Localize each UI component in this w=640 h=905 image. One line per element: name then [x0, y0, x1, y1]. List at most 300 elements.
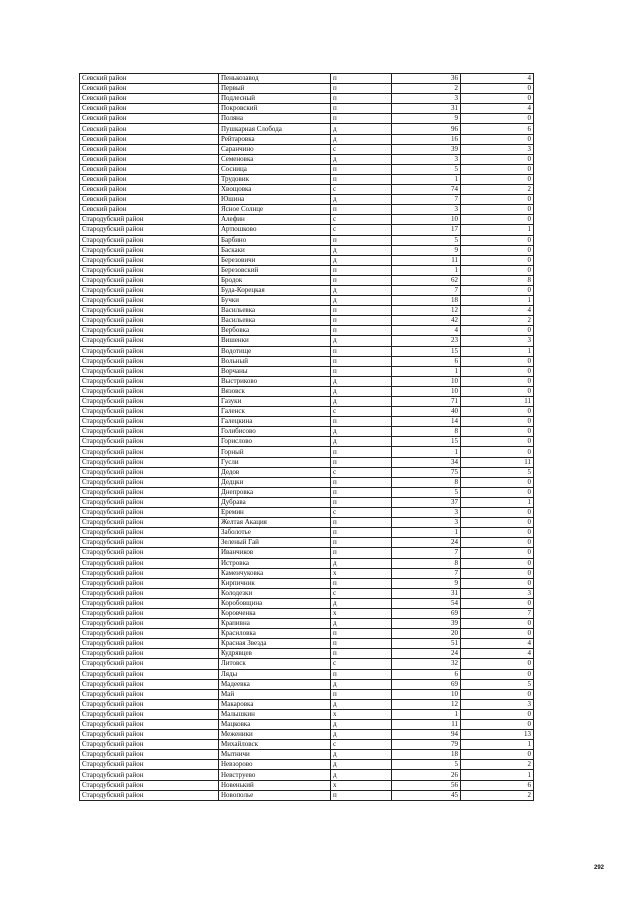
value-a-cell: 9 [392, 245, 461, 255]
type-cell: с [331, 740, 392, 750]
value-a-cell: 8 [392, 477, 461, 487]
table-row [80, 326, 534, 336]
settlement-cell: Галецкина [219, 417, 331, 427]
value-b-cell: 3 [461, 588, 534, 598]
value-a-cell: 11 [392, 255, 461, 265]
value-a-cell: 1 [392, 709, 461, 719]
district-cell: Стародубский район [80, 285, 219, 295]
settlement-cell: Невструево [219, 770, 331, 780]
table-row [80, 477, 534, 487]
table-row [80, 780, 534, 790]
value-b-cell: 0 [461, 508, 534, 518]
district-cell: Стародубский район [80, 750, 219, 760]
table-row [80, 84, 534, 94]
settlement-cell: Мацковка [219, 720, 331, 730]
value-a-cell: 15 [392, 437, 461, 447]
type-cell: п [331, 94, 392, 104]
type-cell: п [331, 164, 392, 174]
settlement-cell: Красная Звезда [219, 639, 331, 649]
value-a-cell: 51 [392, 639, 461, 649]
district-cell: Стародубский район [80, 699, 219, 709]
table-row [80, 669, 534, 679]
value-b-cell: 0 [461, 669, 534, 679]
district-cell: Севский район [80, 94, 219, 104]
value-a-cell: 26 [392, 770, 461, 780]
table-row [80, 649, 534, 659]
value-a-cell: 1 [392, 528, 461, 538]
district-cell: Севский район [80, 124, 219, 134]
table-row [80, 275, 534, 285]
district-cell: Стародубский район [80, 326, 219, 336]
table-row [80, 316, 534, 326]
settlement-cell: Вербовка [219, 326, 331, 336]
settlement-cell: Невзорово [219, 760, 331, 770]
type-cell: д [331, 437, 392, 447]
type-cell: п [331, 639, 392, 649]
settlement-cell: Подлесный [219, 94, 331, 104]
value-b-cell: 0 [461, 578, 534, 588]
value-a-cell: 17 [392, 225, 461, 235]
value-a-cell: 23 [392, 336, 461, 346]
table-row [80, 699, 534, 709]
district-cell: Стародубский район [80, 508, 219, 518]
value-b-cell: 1 [461, 770, 534, 780]
settlement-cell: Горислово [219, 437, 331, 447]
settlement-cell: Горный [219, 447, 331, 457]
district-cell: Стародубский район [80, 649, 219, 659]
district-cell: Стародубский район [80, 518, 219, 528]
district-cell: Стародубский район [80, 709, 219, 719]
settlement-cell: Покровский [219, 104, 331, 114]
value-a-cell: 56 [392, 780, 461, 790]
value-a-cell: 18 [392, 296, 461, 306]
value-a-cell: 37 [392, 497, 461, 507]
table-row [80, 598, 534, 608]
type-cell: п [331, 487, 392, 497]
table-row [80, 285, 534, 295]
value-a-cell: 71 [392, 397, 461, 407]
district-cell: Стародубский район [80, 376, 219, 386]
type-cell: д [331, 195, 392, 205]
table-row [80, 417, 534, 427]
settlement-cell: Заболотье [219, 528, 331, 538]
table-row [80, 679, 534, 689]
district-cell: Стародубский район [80, 386, 219, 396]
value-b-cell: 1 [461, 296, 534, 306]
value-b-cell: 0 [461, 407, 534, 417]
value-b-cell: 0 [461, 215, 534, 225]
district-cell: Стародубский район [80, 397, 219, 407]
district-cell: Стародубский район [80, 316, 219, 326]
value-a-cell: 40 [392, 407, 461, 417]
value-b-cell: 0 [461, 518, 534, 528]
value-b-cell: 0 [461, 558, 534, 568]
table-row [80, 528, 534, 538]
table-row [80, 265, 534, 275]
settlement-cell: Мытничи [219, 750, 331, 760]
district-cell: Стародубский район [80, 770, 219, 780]
district-cell: Стародубский район [80, 255, 219, 265]
settlement-cell: Литовск [219, 659, 331, 669]
value-b-cell: 0 [461, 568, 534, 578]
district-cell: Стародубский район [80, 215, 219, 225]
settlement-cell: Малышкин [219, 709, 331, 719]
table-row [80, 346, 534, 356]
settlement-cell: Хвощовка [219, 185, 331, 195]
type-cell: д [331, 245, 392, 255]
table-row [80, 689, 534, 699]
value-b-cell: 3 [461, 144, 534, 154]
type-cell: п [331, 265, 392, 275]
value-a-cell: 11 [392, 720, 461, 730]
settlement-cell: Новополье [219, 790, 331, 800]
settlement-cell: Макаровка [219, 699, 331, 709]
value-a-cell: 1 [392, 366, 461, 376]
settlement-cell: Вязовск [219, 386, 331, 396]
table-row [80, 104, 534, 114]
district-cell: Стародубский район [80, 366, 219, 376]
value-b-cell: 0 [461, 235, 534, 245]
table-row [80, 185, 534, 195]
value-b-cell: 0 [461, 255, 534, 265]
value-b-cell: 11 [461, 397, 534, 407]
value-b-cell: 7 [461, 608, 534, 618]
settlement-cell: Газуки [219, 397, 331, 407]
value-a-cell: 10 [392, 376, 461, 386]
value-a-cell: 7 [392, 195, 461, 205]
district-cell: Стародубский район [80, 629, 219, 639]
value-b-cell: 0 [461, 477, 534, 487]
table-row [80, 366, 534, 376]
value-a-cell: 7 [392, 285, 461, 295]
value-b-cell: 0 [461, 134, 534, 144]
settlement-cell: Каменчуковка [219, 568, 331, 578]
value-a-cell: 8 [392, 558, 461, 568]
district-cell: Стародубский район [80, 457, 219, 467]
district-cell: Стародубский район [80, 598, 219, 608]
type-cell: п [331, 629, 392, 639]
type-cell: с [331, 215, 392, 225]
table-row [80, 730, 534, 740]
district-cell: Стародубский район [80, 568, 219, 578]
district-cell: Стародубский район [80, 608, 219, 618]
value-b-cell: 4 [461, 104, 534, 114]
type-cell: п [331, 578, 392, 588]
value-b-cell: 0 [461, 356, 534, 366]
district-cell: Стародубский район [80, 275, 219, 285]
type-cell: п [331, 306, 392, 316]
type-cell: д [331, 730, 392, 740]
table-row [80, 215, 534, 225]
table-row [80, 427, 534, 437]
table-row [80, 134, 534, 144]
type-cell: п [331, 205, 392, 215]
table-row [80, 195, 534, 205]
settlement-cell: Семеновка [219, 154, 331, 164]
settlement-cell: Вишенки [219, 336, 331, 346]
table-row [80, 437, 534, 447]
district-cell: Севский район [80, 174, 219, 184]
district-cell: Стародубский район [80, 336, 219, 346]
settlement-cell: Кирпичник [219, 578, 331, 588]
value-b-cell: 0 [461, 538, 534, 548]
settlement-cell: Коровченка [219, 608, 331, 618]
settlement-cell: Вольный [219, 356, 331, 366]
district-cell: Севский район [80, 114, 219, 124]
district-cell: Стародубский район [80, 780, 219, 790]
table-row [80, 578, 534, 588]
settlement-cell: Желтая Акация [219, 518, 331, 528]
settlement-cell: Меженики [219, 730, 331, 740]
table-row [80, 548, 534, 558]
value-a-cell: 18 [392, 750, 461, 760]
table-row [80, 740, 534, 750]
district-cell: Стародубский район [80, 487, 219, 497]
value-a-cell: 1 [392, 174, 461, 184]
type-cell: п [331, 518, 392, 528]
value-b-cell: 0 [461, 487, 534, 497]
value-a-cell: 9 [392, 114, 461, 124]
value-b-cell: 0 [461, 174, 534, 184]
value-b-cell: 0 [461, 750, 534, 760]
table-row [80, 487, 534, 497]
value-b-cell: 1 [461, 225, 534, 235]
district-cell: Стародубский район [80, 760, 219, 770]
table-row [80, 407, 534, 417]
settlement-cell: Дедов [219, 467, 331, 477]
settlement-cell: Ляды [219, 669, 331, 679]
value-b-cell: 4 [461, 74, 534, 84]
table-row [80, 154, 534, 164]
settlement-cell: Сосница [219, 164, 331, 174]
table-row [80, 74, 534, 84]
settlement-cell: Баскаки [219, 245, 331, 255]
district-cell: Стародубский район [80, 528, 219, 538]
value-a-cell: 9 [392, 578, 461, 588]
value-a-cell: 31 [392, 104, 461, 114]
value-a-cell: 7 [392, 548, 461, 558]
district-cell: Севский район [80, 205, 219, 215]
table-row [80, 558, 534, 568]
table-row [80, 750, 534, 760]
settlement-cell: Водотище [219, 346, 331, 356]
type-cell: п [331, 447, 392, 457]
value-a-cell: 12 [392, 306, 461, 316]
value-a-cell: 32 [392, 659, 461, 669]
settlement-cell: Юшина [219, 195, 331, 205]
table-row [80, 376, 534, 386]
settlement-cell: Первый [219, 84, 331, 94]
table-row [80, 538, 534, 548]
type-cell: п [331, 649, 392, 659]
type-cell: д [331, 255, 392, 265]
district-cell: Стародубский район [80, 427, 219, 437]
settlement-cell: Буда-Корецкая [219, 285, 331, 295]
value-a-cell: 24 [392, 538, 461, 548]
settlement-cell: Май [219, 689, 331, 699]
type-cell: п [331, 417, 392, 427]
settlement-cell: Голибисово [219, 427, 331, 437]
district-cell: Стародубский район [80, 558, 219, 568]
value-a-cell: 16 [392, 134, 461, 144]
district-cell: Стародубский район [80, 730, 219, 740]
table-row [80, 588, 534, 598]
table-row [80, 639, 534, 649]
type-cell: д [331, 134, 392, 144]
district-cell: Стародубский район [80, 437, 219, 447]
value-b-cell: 1 [461, 346, 534, 356]
value-a-cell: 79 [392, 740, 461, 750]
value-a-cell: 3 [392, 154, 461, 164]
district-cell: Стародубский район [80, 356, 219, 366]
type-cell: п [331, 689, 392, 699]
value-b-cell: 0 [461, 326, 534, 336]
table-row [80, 205, 534, 215]
value-a-cell: 96 [392, 124, 461, 134]
value-b-cell: 0 [461, 366, 534, 376]
data-table [79, 73, 534, 801]
type-cell: д [331, 619, 392, 629]
value-a-cell: 39 [392, 144, 461, 154]
table-row [80, 457, 534, 467]
value-a-cell: 5 [392, 235, 461, 245]
value-b-cell: 0 [461, 427, 534, 437]
value-b-cell: 5 [461, 467, 534, 477]
value-b-cell: 0 [461, 720, 534, 730]
value-a-cell: 45 [392, 790, 461, 800]
table-row [80, 225, 534, 235]
value-b-cell: 5 [461, 679, 534, 689]
district-cell: Стародубский район [80, 720, 219, 730]
value-a-cell: 7 [392, 568, 461, 578]
value-a-cell: 94 [392, 730, 461, 740]
value-b-cell: 0 [461, 709, 534, 719]
settlement-cell: Саранчино [219, 144, 331, 154]
district-cell: Стародубский район [80, 669, 219, 679]
table-row [80, 235, 534, 245]
district-cell: Стародубский район [80, 467, 219, 477]
type-cell: д [331, 386, 392, 396]
type-cell: п [331, 790, 392, 800]
settlement-cell: Пенькозавод [219, 74, 331, 84]
table-row [80, 124, 534, 134]
value-a-cell: 5 [392, 164, 461, 174]
type-cell: с [331, 588, 392, 598]
value-b-cell: 11 [461, 457, 534, 467]
district-cell: Севский район [80, 185, 219, 195]
type-cell: с [331, 144, 392, 154]
table-row [80, 447, 534, 457]
district-cell: Стародубский район [80, 306, 219, 316]
value-a-cell: 3 [392, 518, 461, 528]
type-cell: с [331, 185, 392, 195]
value-a-cell: 15 [392, 346, 461, 356]
settlement-cell: Еремин [219, 508, 331, 518]
type-cell: п [331, 669, 392, 679]
table-row [80, 770, 534, 780]
settlement-cell: Истровка [219, 558, 331, 568]
type-cell: д [331, 770, 392, 780]
settlement-cell: Иванчиков [219, 548, 331, 558]
settlement-cell: Ясное Солнце [219, 205, 331, 215]
type-cell: д [331, 427, 392, 437]
value-a-cell: 14 [392, 417, 461, 427]
type-cell: п [331, 104, 392, 114]
value-a-cell: 5 [392, 760, 461, 770]
table-row [80, 467, 534, 477]
value-a-cell: 10 [392, 689, 461, 699]
type-cell: х [331, 608, 392, 618]
type-cell: д [331, 154, 392, 164]
type-cell: с [331, 467, 392, 477]
district-cell: Стародубский район [80, 447, 219, 457]
settlement-cell: Дедцки [219, 477, 331, 487]
value-a-cell: 5 [392, 487, 461, 497]
district-cell: Стародубский район [80, 497, 219, 507]
table-row [80, 114, 534, 124]
value-a-cell: 3 [392, 205, 461, 215]
settlement-cell: Зеленый Гай [219, 538, 331, 548]
district-cell: Севский район [80, 104, 219, 114]
district-cell: Стародубский район [80, 588, 219, 598]
settlement-cell: Васильевка [219, 316, 331, 326]
table-row [80, 790, 534, 800]
value-b-cell: 0 [461, 437, 534, 447]
table-row [80, 720, 534, 730]
value-b-cell: 0 [461, 94, 534, 104]
value-a-cell: 6 [392, 669, 461, 679]
type-cell: п [331, 548, 392, 558]
value-b-cell: 1 [461, 740, 534, 750]
value-a-cell: 39 [392, 619, 461, 629]
type-cell: п [331, 457, 392, 467]
type-cell: п [331, 356, 392, 366]
district-cell: Стародубский район [80, 548, 219, 558]
type-cell: д [331, 760, 392, 770]
type-cell: д [331, 285, 392, 295]
value-b-cell: 6 [461, 780, 534, 790]
table-row [80, 296, 534, 306]
type-cell: п [331, 174, 392, 184]
type-cell: д [331, 124, 392, 134]
district-cell: Севский район [80, 144, 219, 154]
value-b-cell: 0 [461, 447, 534, 457]
table-row [80, 164, 534, 174]
value-b-cell: 0 [461, 265, 534, 275]
settlement-cell: Поляна [219, 114, 331, 124]
value-b-cell: 1 [461, 497, 534, 507]
value-b-cell: 0 [461, 205, 534, 215]
value-b-cell: 4 [461, 649, 534, 659]
value-a-cell: 2 [392, 84, 461, 94]
district-cell: Стародубский район [80, 245, 219, 255]
table-row [80, 568, 534, 578]
settlement-cell: Колодезки [219, 588, 331, 598]
district-cell: Севский район [80, 154, 219, 164]
value-b-cell: 0 [461, 659, 534, 669]
type-cell: с [331, 407, 392, 417]
table-row [80, 306, 534, 316]
value-b-cell: 0 [461, 528, 534, 538]
settlement-cell: Гусли [219, 457, 331, 467]
type-cell: п [331, 477, 392, 487]
type-cell: п [331, 316, 392, 326]
value-b-cell: 0 [461, 154, 534, 164]
value-a-cell: 10 [392, 215, 461, 225]
value-b-cell: 8 [461, 275, 534, 285]
value-a-cell: 3 [392, 94, 461, 104]
value-b-cell: 4 [461, 639, 534, 649]
